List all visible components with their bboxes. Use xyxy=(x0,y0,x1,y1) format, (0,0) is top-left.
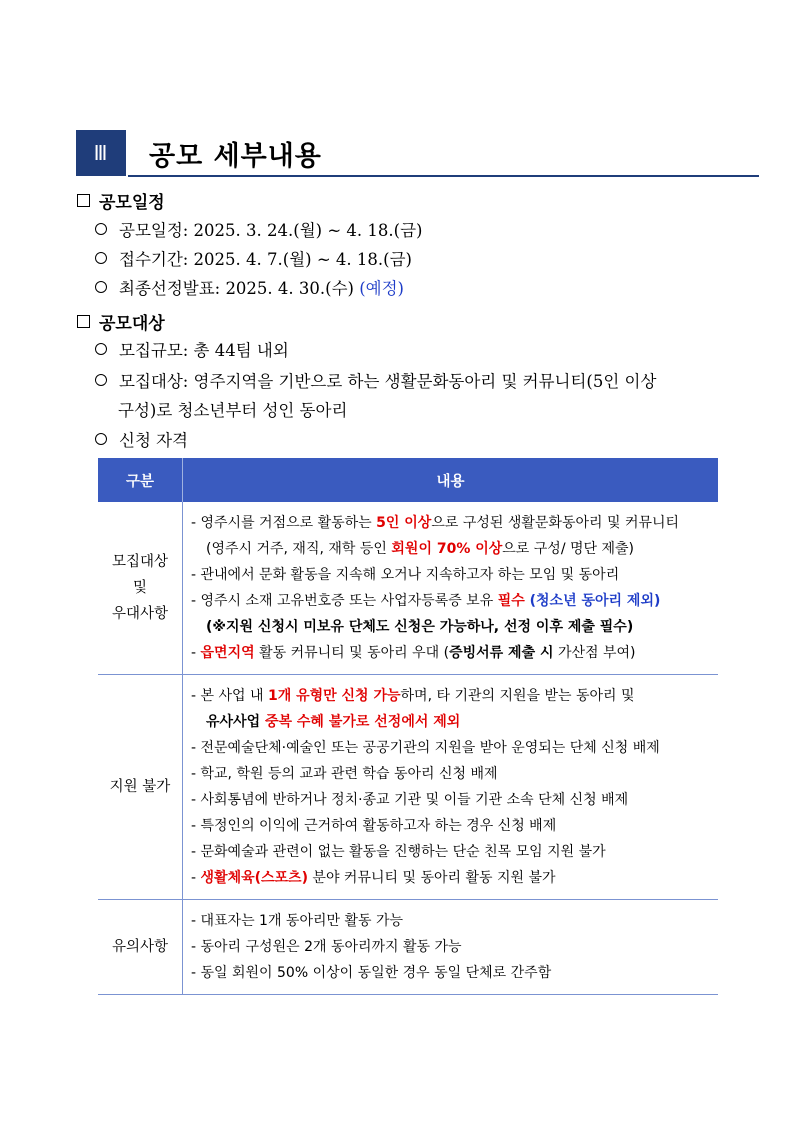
table-header-row xyxy=(98,458,718,502)
text: 가산점 부여) xyxy=(553,645,636,661)
target-heading-text: 공모대상 xyxy=(99,314,165,334)
schedule-note: (예정) xyxy=(359,279,404,298)
section-number: Ⅲ xyxy=(76,130,126,176)
row-label: 지원 불가 xyxy=(98,675,183,900)
section-divider xyxy=(128,175,759,177)
content-line: - 전문예술단체·예술인 또는 공공기관의 지원을 받아 운영되는 단체 신청 배제 xyxy=(191,740,660,756)
row-content xyxy=(183,502,719,675)
highlight: 5인 이상 xyxy=(376,515,432,531)
target-item xyxy=(95,426,188,455)
circle-bullet-icon xyxy=(95,281,107,293)
highlight: 중복 수혜 불가로 선정에서 제외 xyxy=(264,714,461,730)
content-line: (※지원 신청시 미보유 단체도 신청은 가능하나, 선정 이후 제출 필수) xyxy=(206,619,634,635)
row-label xyxy=(98,502,183,675)
schedule-heading-text: 공모일정 xyxy=(99,193,165,213)
text: - 본 사업 내 xyxy=(191,688,268,704)
target-eligibility-text-2: 구성)로 청소년부터 성인 동아리 xyxy=(118,401,348,420)
content-line: - 사회통념에 반하거나 정치·종교 기관 및 이들 기관 소속 단체 신청 배제 xyxy=(191,792,629,808)
text: (영주시 거주, 재직, 재학 등인 xyxy=(206,541,392,557)
section-header xyxy=(76,130,759,178)
content-line: - 동일 회원이 50% 이상이 동일한 경우 동일 단체로 간주함 xyxy=(191,965,552,981)
row-label-line: 및 xyxy=(132,580,147,596)
schedule-item xyxy=(95,216,422,245)
column-header: 내용 xyxy=(183,458,719,502)
target-scale-text: 모집규모: 총 44팀 내외 xyxy=(119,341,289,360)
target-item-continued xyxy=(118,396,347,425)
content-line xyxy=(191,640,714,666)
bold-text: 유사사업 xyxy=(206,714,265,730)
circle-bullet-icon xyxy=(95,343,107,355)
schedule-item-text: 공모일정: 2025. 3. 24.(월) ~ 4. 18.(금) xyxy=(119,221,423,240)
schedule-heading xyxy=(77,188,165,213)
target-heading xyxy=(77,309,165,334)
schedule-item-text: 최종선정발표: 2025. 4. 30.(수) xyxy=(119,279,360,298)
qualification-table xyxy=(98,458,718,995)
content-line: - 대표자는 1개 동아리만 활동 가능 xyxy=(191,913,404,929)
row-content xyxy=(183,900,719,995)
text: 으로 구성/ 명단 제출) xyxy=(502,541,635,557)
circle-bullet-icon xyxy=(95,252,107,264)
content-line xyxy=(191,588,714,614)
schedule-item xyxy=(95,274,404,303)
highlight-blue: (청소년 동아리 제외) xyxy=(524,593,661,609)
row-label-line: 우대사항 xyxy=(111,606,169,622)
text: - xyxy=(191,870,201,886)
text: 분야 커뮤니티 및 동아리 활동 지원 불가 xyxy=(307,870,556,886)
circle-bullet-icon xyxy=(95,223,107,235)
text: 활동 커뮤니티 및 동아리 우대 ( xyxy=(254,645,450,661)
content-line xyxy=(191,683,714,709)
content-line xyxy=(191,865,714,891)
schedule-item xyxy=(95,245,412,274)
highlight: 읍면지역 xyxy=(200,645,255,661)
content-line xyxy=(191,536,714,562)
content-line xyxy=(191,709,714,735)
highlight: 1개 유형만 신청 가능 xyxy=(267,688,401,704)
circle-bullet-icon xyxy=(95,433,107,445)
text: - 영주시 소재 고유번호증 또는 사업자등록증 보유 xyxy=(191,593,498,609)
row-content xyxy=(183,675,719,900)
target-qualification-text: 신청 자격 xyxy=(119,431,189,450)
target-eligibility-text: 모집대상: 영주지역을 기반으로 하는 생활문화동아리 및 커뮤니티(5인 이상 xyxy=(119,372,657,391)
table-row xyxy=(98,675,718,900)
column-header: 구분 xyxy=(98,458,183,502)
highlight: 필수 xyxy=(497,593,525,609)
table-row xyxy=(98,900,718,995)
content-line: - 동아리 구성원은 2개 동아리까지 활동 가능 xyxy=(191,939,462,955)
checkbox-square-icon xyxy=(77,315,90,328)
content-line: - 문화예술과 관련이 없는 활동을 진행하는 단순 친목 모임 지원 불가 xyxy=(191,844,606,860)
row-label: 유의사항 xyxy=(98,900,183,995)
content-line xyxy=(191,510,714,536)
section-title: 공모 세부내용 xyxy=(149,141,322,172)
content-line: - 특정인의 이익에 근거하여 활동하고자 하는 경우 신청 배제 xyxy=(191,818,557,834)
checkbox-square-icon xyxy=(77,194,90,207)
row-label-line: 모집대상 xyxy=(111,554,169,570)
text: 으로 구성된 생활문화동아리 및 커뮤니티 xyxy=(431,515,680,531)
highlight: 생활체육(스포츠) xyxy=(200,870,308,886)
bold-text: 증빙서류 제출 시 xyxy=(449,645,554,661)
text: - xyxy=(191,645,201,661)
target-item xyxy=(95,336,289,365)
text: 하며, 타 기관의 지원을 받는 동아리 및 xyxy=(400,688,635,704)
schedule-item-text: 접수기간: 2025. 4. 7.(월) ~ 4. 18.(금) xyxy=(119,250,412,269)
table-row xyxy=(98,502,718,675)
text: - 영주시를 거점으로 활동하는 xyxy=(191,515,377,531)
content-line: - 학교, 학원 등의 교과 관련 학습 동아리 신청 배제 xyxy=(191,766,498,782)
highlight: 회원이 70% 이상 xyxy=(391,541,503,557)
content-line: - 관내에서 문화 활동을 지속해 오거나 지속하고자 하는 모임 및 동아리 xyxy=(191,567,620,583)
target-item xyxy=(95,367,656,396)
circle-bullet-icon xyxy=(95,374,107,386)
